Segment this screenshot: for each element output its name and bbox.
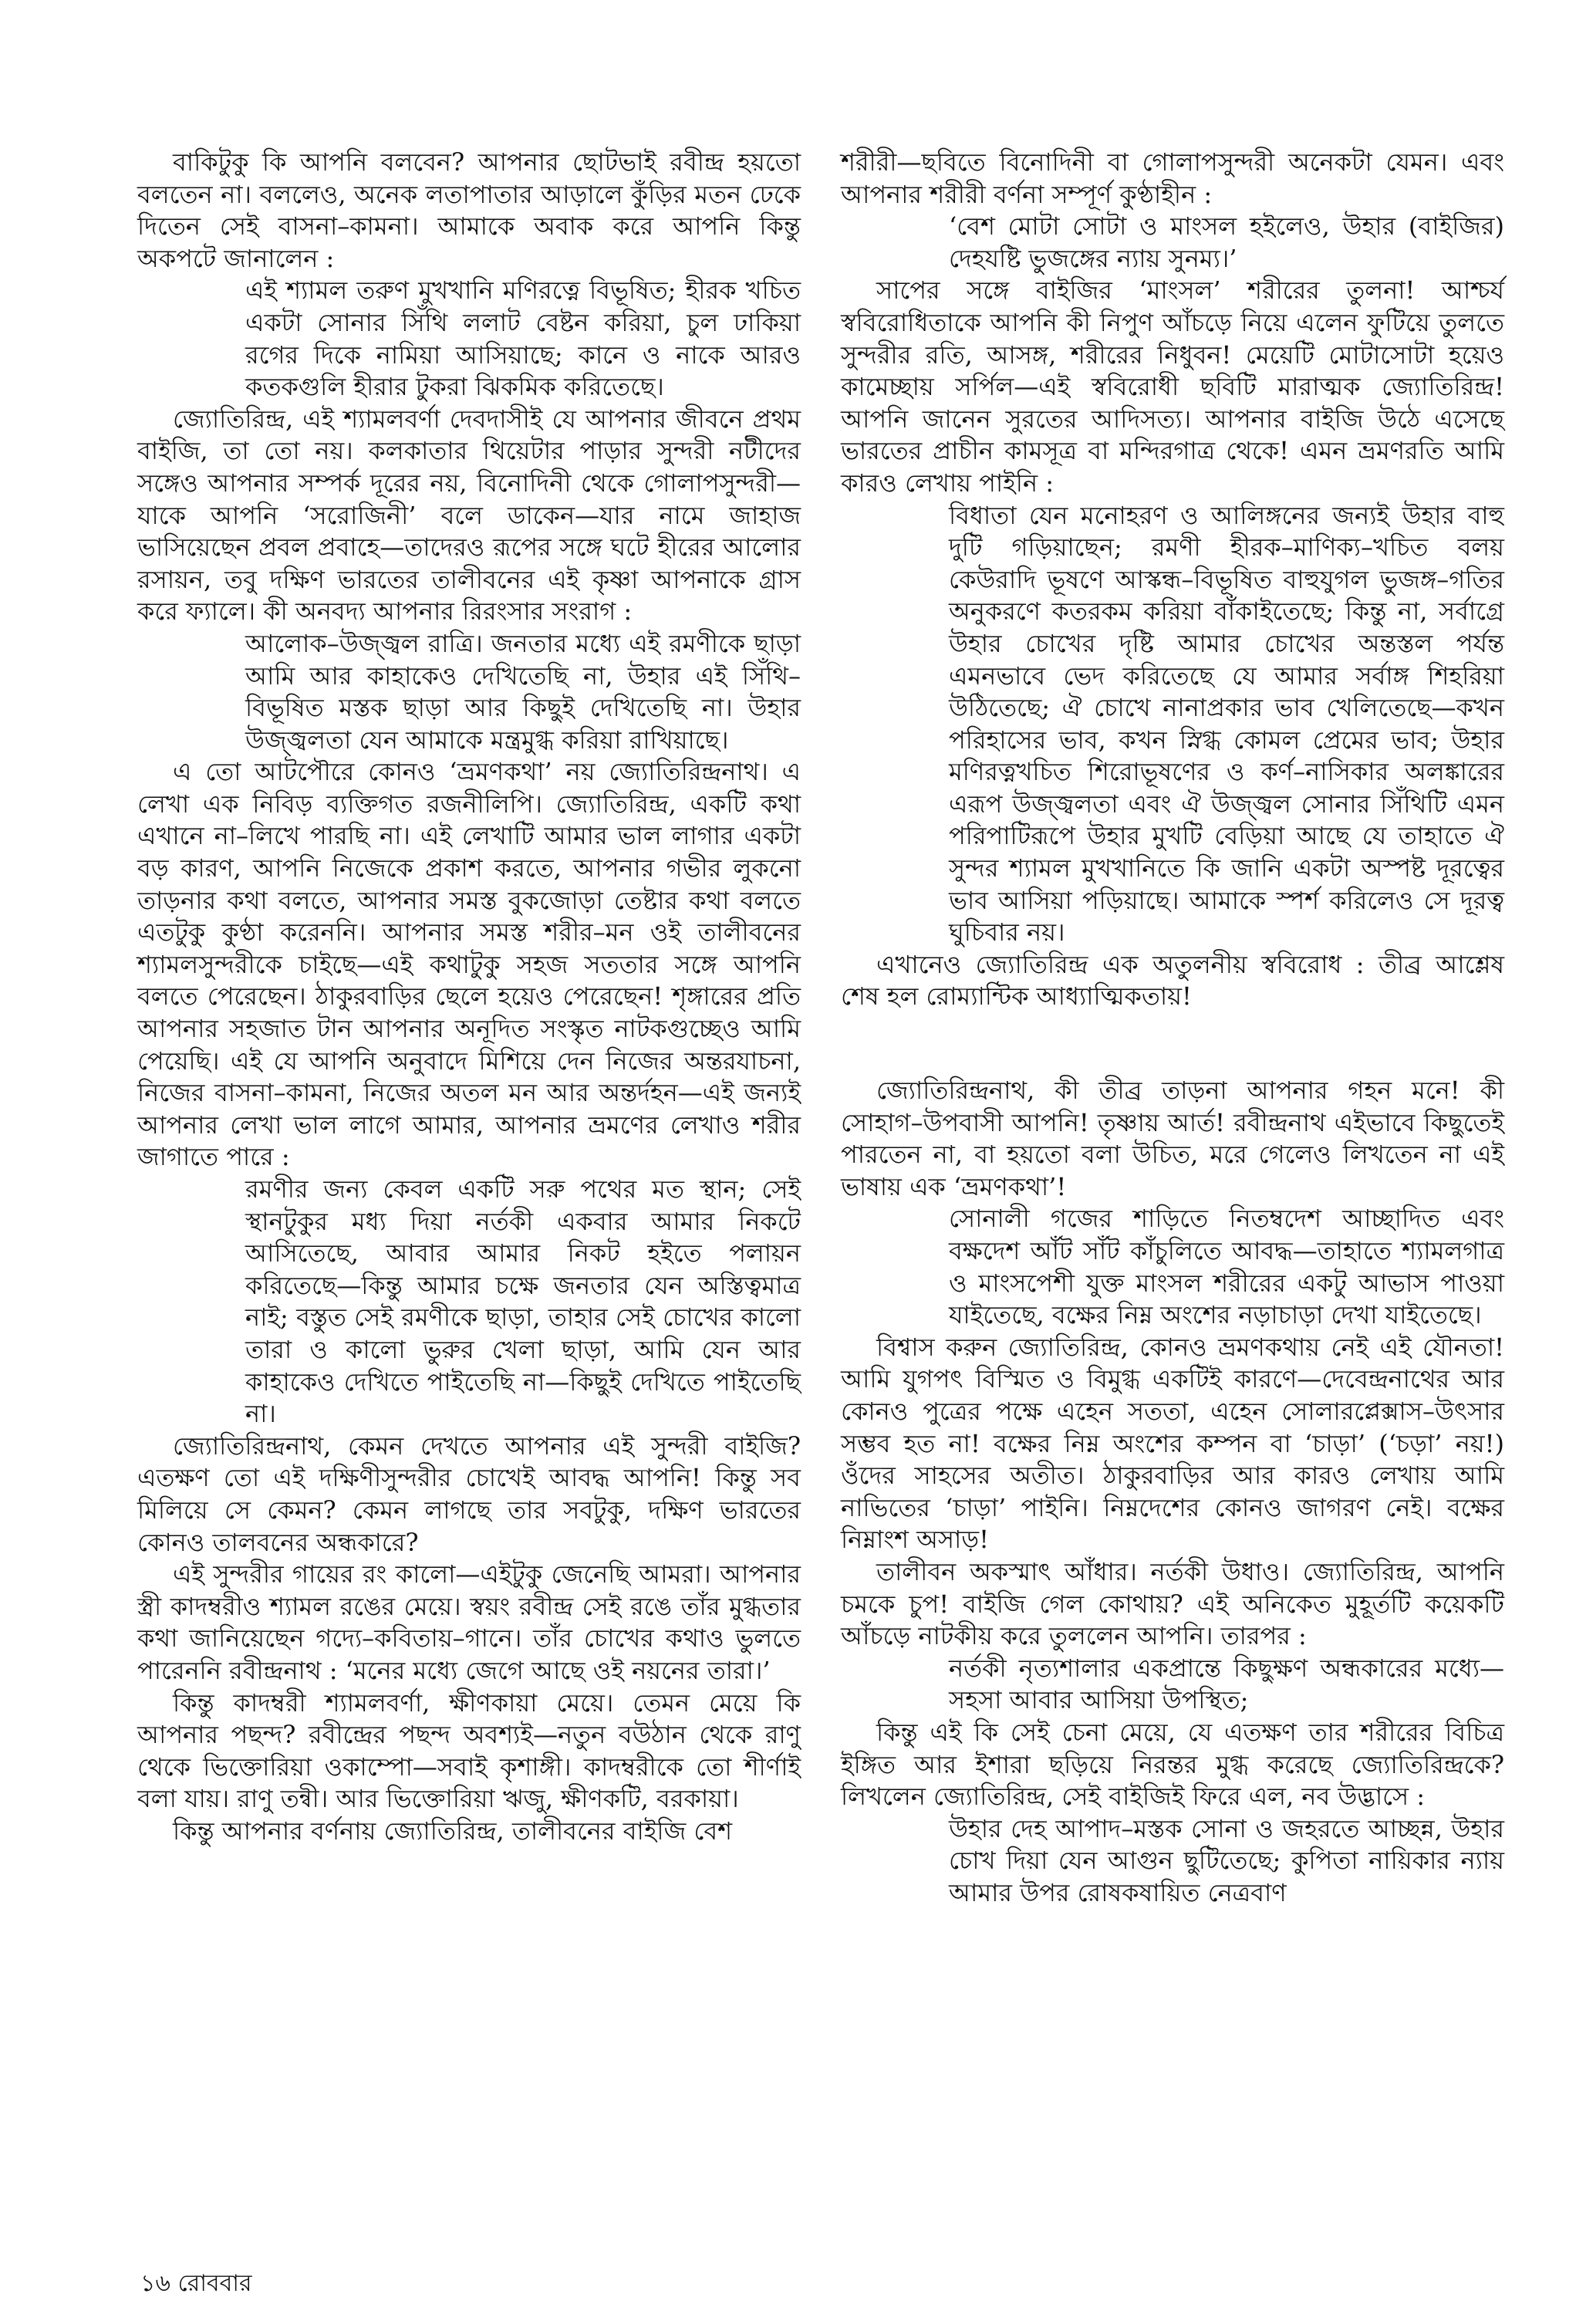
page-number: ১৬ xyxy=(140,2270,170,2297)
paragraph: জ্যোতিরিন্দ্র, এই শ্যামলবর্ণা দেবদাসীই যে আপনার জীবনে প্রথম বাইজি, তা তো নয়। কলকাতার থিয়েটার পাড়ার সুন্দরী নটীদের সঙ্গেও আপনার সম্পর্ক দূরের নয়, বিনোদিনী থেকে গোলাপসুন্দরী—যাকে আপনি ‘সরোজিনী’ বলে ডাকেন—যার নামে জাহাজ ভাসিয়েছেন প্রবল প্রবাহে—তাদেরও রূপের সঙ্গে ঘটে হীরের আলোর রসায়ন, তবু দক্ষিণ ভারতের তালীবনের এই কৃষ্ণা আপনাকে গ্রাস করে ফ্যালে। কী অনবদ্য আপনার রিরংসার সংরাগ : xyxy=(137,404,801,627)
block-quote: রমণীর জন্য কেবল একটি সরু পথের মত স্থান; সেই স্থানটুকুর মধ্য দিয়া নর্তকী একবার আমার নিকটে আসিতেছে, আবার আমার নিকট হইতে পলায়ন করিতেছে—কিন্তু আমার চক্ষে জনতার যেন অস্তিত্বমাত্র নাই; বস্তুত সেই রমণীকে ছাড়া, তাহার সেই চোখের কালো তারা ও কালো ভুরুর খেলা ছাড়া, আমি যেন আর কাহাকেও দেখিতে পাইতেছি না—কিছুই দেখিতে পাইতেছি না। xyxy=(245,1174,801,1429)
section-break xyxy=(841,1013,1504,1075)
block-quote: উহার দেহ আপাদ–মস্তক সোনা ও জহরতে আচ্ছন্ন, উহার চোখ দিয়া যেন আগুন ছুটিতেছে; কুপিতা নায়িকার ন্যায় আমার উপর রোষকষায়িত নেত্রবাণ xyxy=(949,1813,1504,1907)
block-quote: ‘বেশ মোটা সোটা ও মাংসল হইলেও, উহার (বাইজির) দেহযষ্টি ভুজঙ্গের ন্যায় সুনম্য।’ xyxy=(949,211,1504,273)
right-column xyxy=(841,147,1504,1909)
paragraph: সাপের সঙ্গে বাইজির ‘মাংসল’ শরীরের তুলনা! আশ্চর্য স্ববিরোধিতাকে আপনি কী নিপুণ আঁচড়ে নিয়ে এলেন ফুটিয়ে তুলতে সুন্দরীর রতি, আসঙ্গ, শরীরের নিধুবন! মেয়েটি মোটাসোটা হয়েও কামেচ্ছায় সর্পিল—এই স্ববিরোধী ছবিটি মারাত্মক জ্যোতিরিন্দ্র! আপনি জানেন সুরতের আদিসত্য। আপনার বাইজি উঠে এসেছে ভারতের প্রাচীন কামসূত্র বা মন্দিরগাত্র থেকে! এমন ভ্রমণরতি আমি কারও লেখায় পাইনি : xyxy=(841,275,1504,498)
paragraph-continued: শরীরী—ছবিতে বিনোদিনী বা গোলাপসুন্দরী অনেকটা যেমন। এবং আপনার শরীরী বর্ণনা সম্পূর্ণ কুণ্ঠাহীন : xyxy=(841,147,1504,209)
paragraph: এ তো আটপৌরে কোনও ‘ভ্রমণকথা’ নয় জ্যোতিরিন্দ্রনাথ। এ লেখা এক নিবিড় ব্যক্তিগত রজনীলিপি। জ্যোতিরিন্দ্র, একটি কথা এখানে না–লিখে পারছি না। এই লেখাটি আমার ভাল লাগার একটা বড় কারণ, আপনি নিজেকে প্রকাশ করতে, আপনার গভীর লুকনো তাড়নার কথা বলতে, আপনার সমস্ত বুকজোড়া তেষ্টার কথা বলতে এতটুকু কুণ্ঠা করেননি। আপনার সমস্ত শরীর–মন ওই তালীবনের শ্যামলসুন্দরীকে চাইছে—এই কথাটুকু সহজ সততার সঙ্গে আপনি বলতে পেরেছেন। ঠাকুরবাড়ির ছেলে হয়েও পেরেছেন! শৃঙ্গারের প্রতি আপনার সহজাত টান আপনার অনূদিত সংস্কৃত নাটকগুচ্ছেও আমি পেয়েছি। এই যে আপনি অনুবাদে মিশিয়ে দেন নিজের অন্তরযাচনা, নিজের বাসনা–কামনা, নিজের অতল মন আর অন্তর্দহন—এই জন্যই আপনার লেখা ভাল লাগে আমার, আপনার ভ্রমণের লেখাও শরীর জাগাতে পারে : xyxy=(137,757,801,1172)
paragraph: কিন্তু আপনার বর্ণনায় জ্যোতিরিন্দ্র, তালীবনের বাইজি বেশ xyxy=(173,1816,733,1846)
block-quote: আলোক–উজ্জ্বল রাত্রি। জনতার মধ্যে এই রমণীকে ছাড়া আমি আর কাহাকেও দেখিতেছি না, উহার এই সিঁথি–বিভূষিত মস্তক ছাড়া আর কিছুই দেখিতেছি না। উহার উজ্জ্বলতা যেন আমাকে মন্ত্রমুগ্ধ করিয়া রাখিয়াছে। xyxy=(245,628,801,755)
block-quote: নর্তকী নৃত্যশালার একপ্রান্তে কিছুক্ষণ অন্ধকারের মধ্যে—সহসা আবার আসিয়া উপস্থিত; xyxy=(949,1653,1504,1715)
paragraph: এই সুন্দরীর গায়ের রং কালো—এইটুকু জেনেছি আমরা। আপনার স্ত্রী কাদম্বরীও শ্যামল রঙের মেয়ে। স্বয়ং রবীন্দ্র সেই রঙে তাঁর মুগ্ধতার কথা জানিয়েছেন গদ্যে–কবিতায়–গানে। তাঁর চোখের কথাও ভুলতে পারেননি রবীন্দ্রনাথ : ‘মনের মধ্যে জেগে আছে ওই নয়নের তারা।’ xyxy=(137,1559,801,1685)
block-quote: বিধাতা যেন মনোহরণ ও আলিঙ্গনের জন্যই উহার বাহু দুটি গড়িয়াছেন; রমণী হীরক–মাণিক্য–খচিত বলয় কেউরাদি ভূষণে আস্কন্ধ–বিভূষিত বাহুযুগল ভুজঙ্গ–গতির অনুকরণে কতরকম করিয়া বাঁকাইতেছে; কিন্তু না, সর্বাগ্রে উহার চোখের দৃষ্টি আমার চোখের অন্তস্তল পর্যন্ত এমনভাবে ভেদ করিতেছে যে আমার সর্বাঙ্গ শিহরিয়া উঠিতেছে; ঐ চোখে নানাপ্রকার ভাব খেলিতেছে—কখন পরিহাসের ভাব, কখন স্নিগ্ধ কোমল প্রেমের ভাব; উহার মণিরত্নখচিত শিরোভূষণের ও কর্ণ–নাসিকার অলঙ্কারের এরূপ উজ্জ্বলতা এবং ঐ উজ্জ্বল সোনার সিঁথিটি এমন পরিপাটিরূপে উহার মুখটি বেড়িয়া আছে যে তাহাতে ঐ সুন্দর শ্যামল মুখখানিতে কি জানি একটা অস্পষ্ট দূরত্বের ভাব আসিয়া পড়িয়াছে। আমাকে স্পর্শ করিলেও সে দূরত্ব ঘুচিবার নয়। xyxy=(949,500,1504,948)
paragraph: জ্যোতিরিন্দ্রনাথ, কেমন দেখতে আপনার এই সুন্দরী বাইজি? এতক্ষণ তো এই দক্ষিণীসুন্দরীর চোখেই আবদ্ধ আপনি! কিন্তু সব মিলিয়ে সে কেমন? কেমন লাগছে তার সবটুকু, দক্ষিণ ভারতের কোনও তালবনের অন্ধকারে? xyxy=(137,1431,801,1557)
magazine-name: রোববার xyxy=(177,2270,252,2297)
block-quote: সোনালী গজের শাড়িতে নিতম্বদেশ আচ্ছাদিত এবং বক্ষদেশ আঁট সাঁট কাঁচুলিতে আবদ্ধ—তাহাতে শ্যামলগাত্র ও মাংসপেশী যুক্ত মাংসল শরীরের একটু আভাস পাওয়া যাইতেছে, বক্ষের নিম্ন অংশের নড়াচাড়া দেখা যাইতেছে। xyxy=(949,1204,1504,1330)
paragraph: কিন্তু কাদম্বরী শ্যামলবর্ণা, ক্ষীণকায়া মেয়ে। তেমন মেয়ে কি আপনার পছন্দ? রবীন্দ্রের পছন্দ অবশ্যই—নতুন বউঠান থেকে রাণু থেকে ভিক্তোরিয়া ওকাম্পো—সবাই কৃশাঙ্গী। কাদম্বরীকে তো শীর্ণাই বলা যায়। রাণু তন্বী। আর ভিক্তোরিয়া ঋজু, ক্ষীণকটি, বরকায়া। xyxy=(137,1687,801,1814)
paragraph: জ্যোতিরিন্দ্রনাথ, কী তীব্র তাড়না আপনার গহন মনে! কী সোহাগ–উপবাসী আপনি! তৃষ্ণায় আর্ত! রবীন্দ্রনাথ এইভাবে কিছুতেই পারতেন না, বা হয়তো বলা উচিত, মরে গেলেও লিখতেন না এই ভাষায় এক ‘ভ্রমণকথা’! xyxy=(841,1076,1504,1201)
left-column xyxy=(137,147,801,1847)
paragraph: বাকিটুকু কি আপনি বলবেন? আপনার ছোটভাই রবীন্দ্র হয়তো বলতেন না। বললেও, অনেক লতাপাতার আড়ালে কুঁড়ির মতন ঢেকে দিতেন সেই বাসনা–কামনা। আমাকে অবাক করে আপনি কিন্তু অকপটে জানালেন : xyxy=(137,147,801,273)
paragraph: এখানেও জ্যোতিরিন্দ্র এক অতুলনীয় স্ববিরোধ : তীব্র আশ্লেষ শেষ হল রোম্যান্টিক আধ্যাত্মিকতায়! xyxy=(841,949,1504,1012)
page-footer xyxy=(140,2270,252,2298)
paragraph: কিন্তু এই কি সেই চেনা মেয়ে, যে এতক্ষণ তার শরীরের বিচিত্র ইঙ্গিত আর ইশারা ছড়িয়ে নিরন্তর মুগ্ধ করেছে জ্যোতিরিন্দ্রকে? লিখলেন জ্যোতিরিন্দ্র, সেই বাইজিই ফিরে এল, নব উদ্ভাসে : xyxy=(841,1717,1504,1812)
block-quote: এই শ্যামল তরুণ মুখখানি মণিরত্নে বিভূষিত; হীরক খচিত একটা সোনার সিঁথি ললাট বেষ্টন করিয়া, চুল ঢাকিয়া রগের দিকে নামিয়া আসিয়াছে; কানে ও নাকে আরও কতকগুলি হীরার টুকরা ঝিকমিক করিতেছে। xyxy=(245,275,801,402)
paragraph: বিশ্বাস করুন জ্যোতিরিন্দ্র, কোনও ভ্রমণকথায় নেই এই যৌনতা! আমি যুগপৎ বিস্মিত ও বিমুগ্ধ একটিই কারণে—দেবেন্দ্রনাথের আর কোনও পুত্রের পক্ষে এহেন সততা, এহেন সোলারপ্লেক্সাস–উৎসার সম্ভব হত না! বক্ষের নিম্ন অংশের কম্পন বা ‘চাড়া’ (‘চড়া’ নয়!) ওঁদের সাহসের অতীত। ঠাকুরবাড়ির আর কারও লেখায় আমি নাভিতের ‘চাড়া’ পাইনি। নিম্নদেশের কোনও জাগরণ নেই। বক্ষের নিম্নাংশ অসাড়! xyxy=(841,1332,1504,1555)
paragraph: তালীবন অকস্মাৎ আঁধার। নর্তকী উধাও। জ্যোতিরিন্দ্র, আপনি চমকে চুপ! বাইজি গেল কোথায়? এই অনিকেত মুহূর্তটি কয়েকটি আঁচড়ে নাটকীয় করে তুললেন আপনি। তারপর : xyxy=(841,1556,1504,1651)
